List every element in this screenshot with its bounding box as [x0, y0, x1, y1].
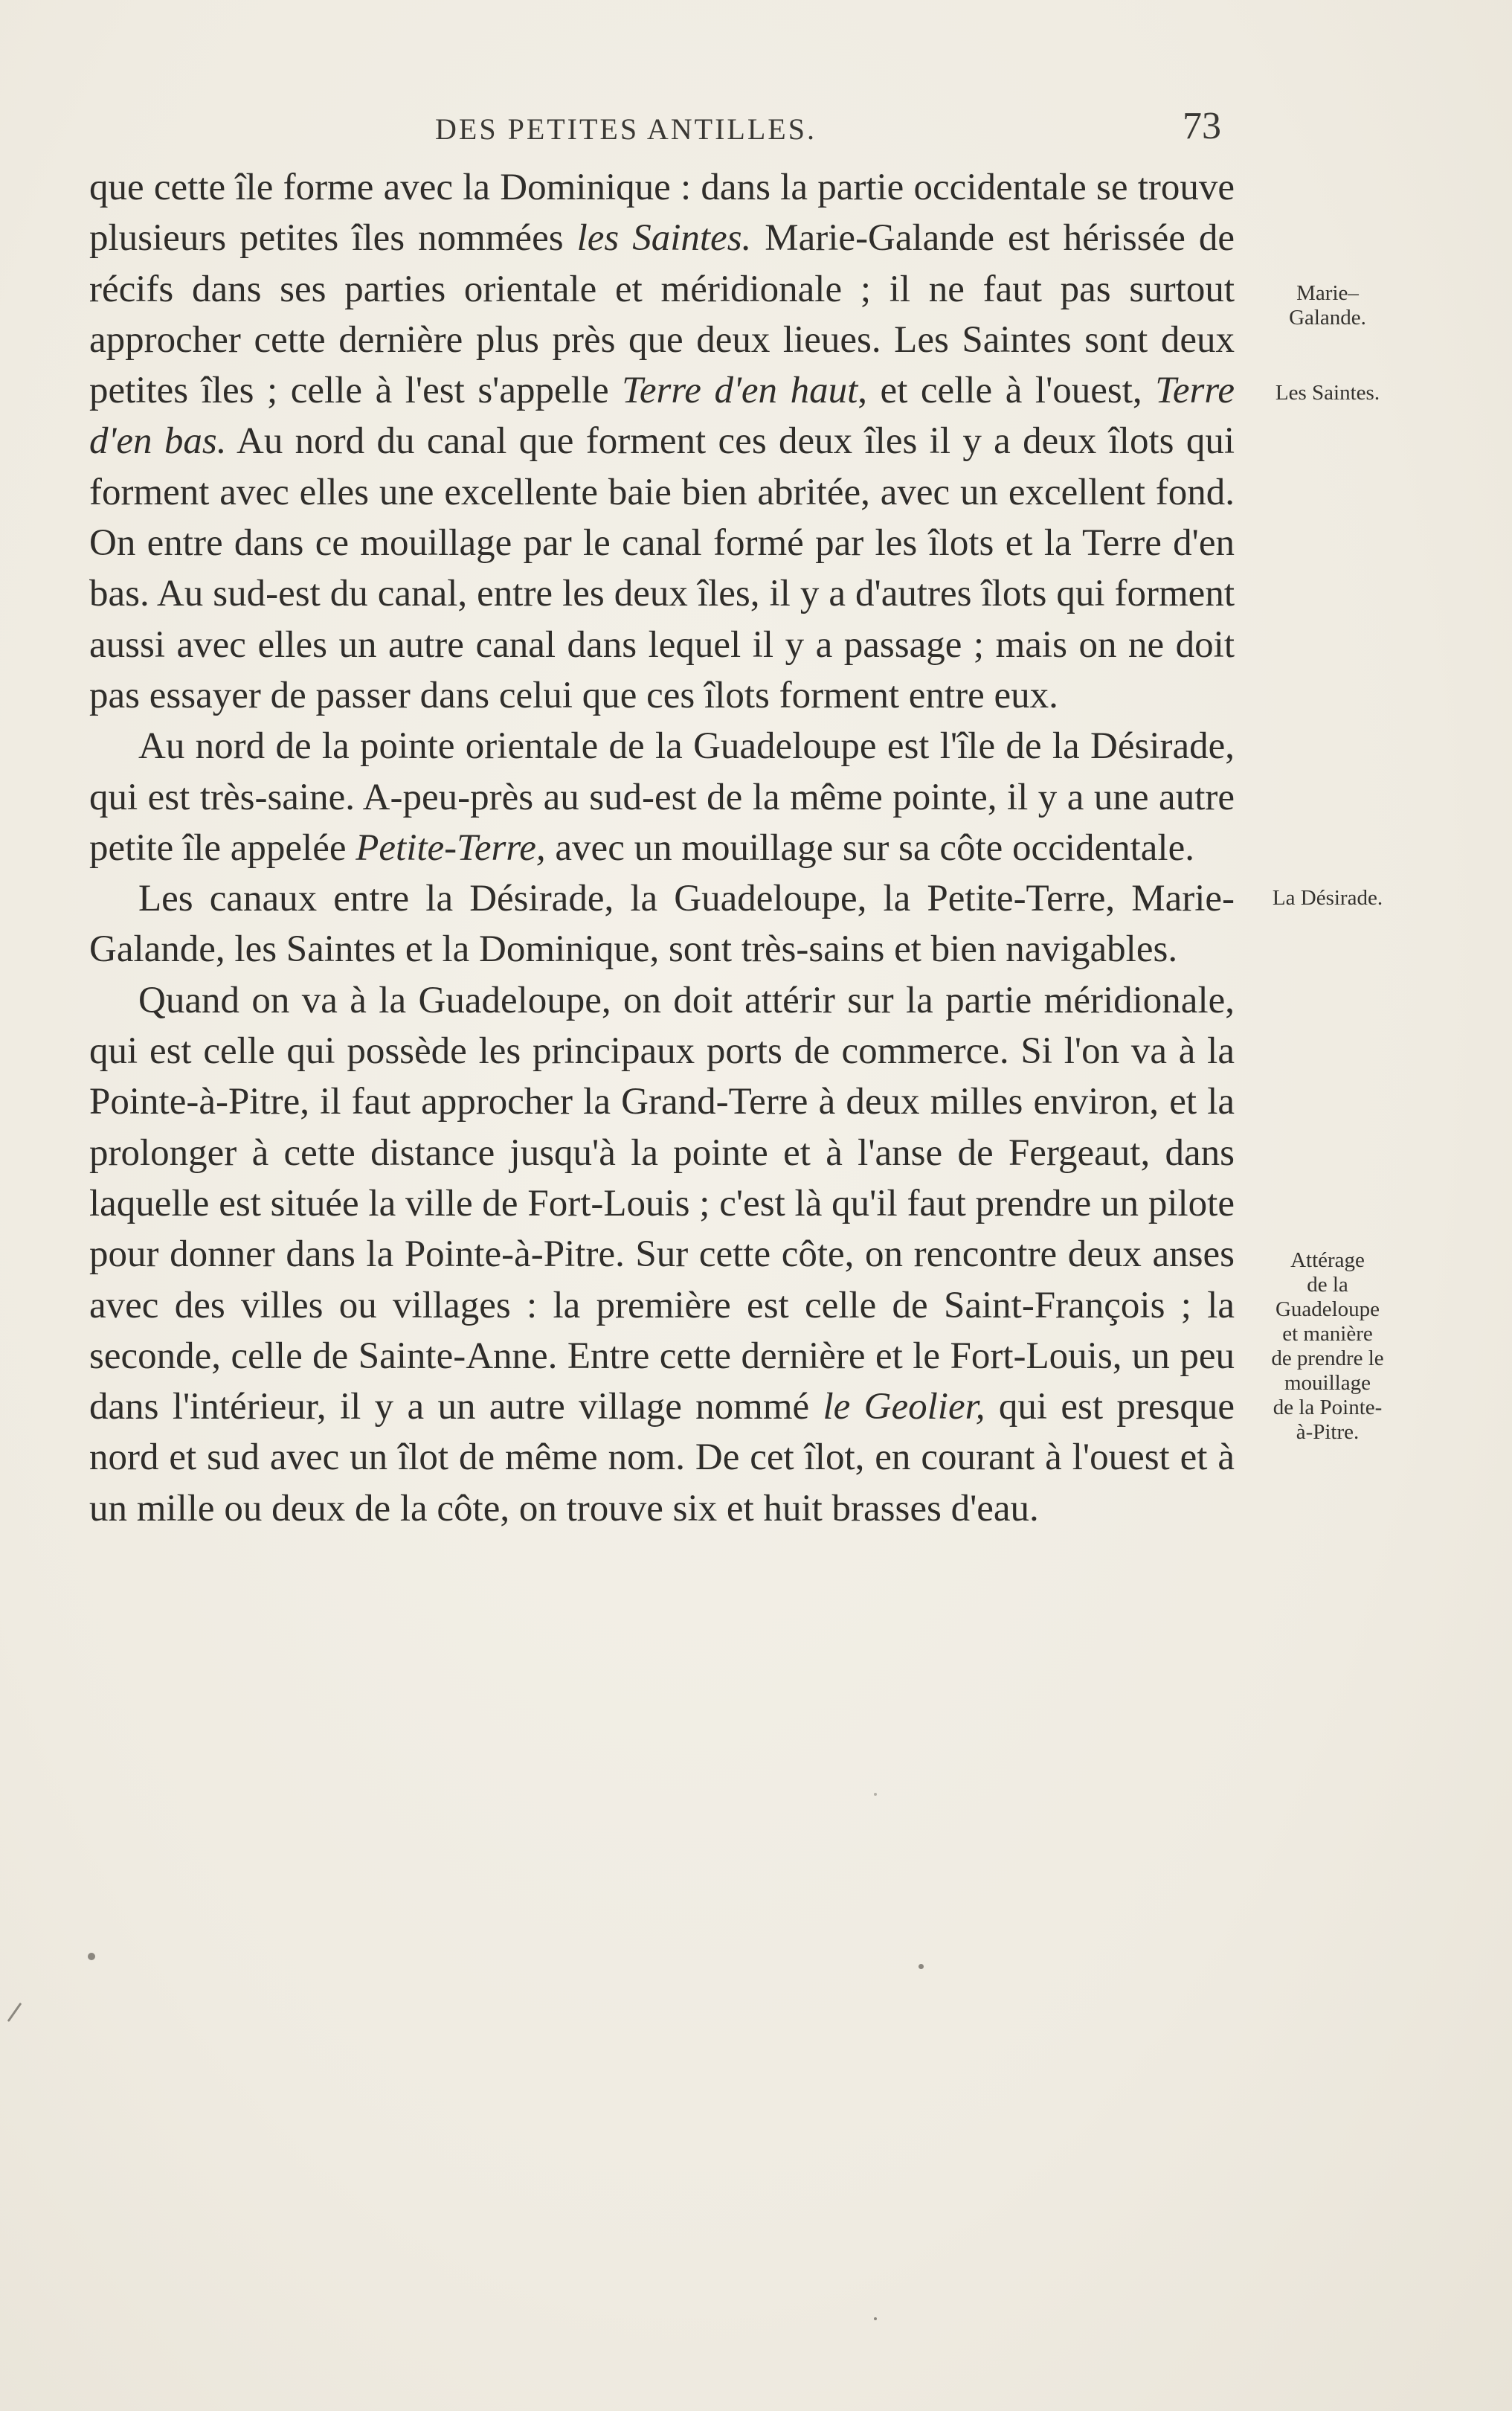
paragraph-1: que cette île forme avec la Dominique : dans la partie occidentale se trouve plusieurs petites îles nommées les Saintes. Marie-Galande est hérissée de récifs dans ses parties orientale et méridionale ; il ne faut pas surtout approcher cette dernière plus près que deux lieues. Les Saintes sont deux petites îles ; celle à l'est s'appelle Terre d'en haut, et celle à l'ouest, Terre d'en bas. Au nord du canal que forment ces deux îles il y a deux îlots qui forment avec elles une excellente baie bien abritée, avec un excellent fond. On entre dans ce mouillage par le canal formé par les îlots et la Terre d'en bas. Au sud-est du canal, entre les deux îles, il y a d'autres îlots qui forment aussi avec elles un autre canal dans lequel il y a passage ; mais on ne doit pas essayer de passer dans celui que ces îlots forment entre eux.: [89, 167, 1235, 716]
paragraph-2: Au nord de la pointe orientale de la Guadeloupe est l'île de la Désirade, qui est très-saine. A-peu-près au sud-est de la même pointe, il y a une autre petite île appelée Petite-Terre, avec un mouillage sur sa côte occidentale.: [89, 725, 1235, 869]
paragraph-4: Quand on va à la Guadeloupe, on doit attérir sur la partie méridionale, qui est celle qui possède les principaux ports de commerce. Si l'on va à la Pointe-à-Pitre, il faut approcher la Grand-Terre à deux milles environ, et la prolonger à cette distance jusqu'à la pointe et à l'anse de Fergeaut, dans laquelle est située la ville de Fort-Louis ; c'est là qu'il faut prendre un pilote pour donner dans la Pointe-à-Pitre. Sur cette côte, on rencontre deux anses avec des villes ou villages : la première est celle de Saint-François ; la seconde, celle de Sainte-Anne. Entre cette dernière et le Fort-Louis, un peu dans l'intérieur, il y a un autre village nommé le Geolier, qui est presque nord et sud avec un îlot de même nom. De cet îlot, en courant à l'ouest et à un mille ou deux de la côte, on trouve six et huit brasses d'eau.: [89, 979, 1235, 1529]
italic-term: Terre d'en bas.: [89, 370, 1235, 463]
margin-note-marie-galande: Marie– Galande.: [1289, 281, 1366, 330]
paper-speck: [88, 1953, 95, 1960]
paper-speck: [874, 1793, 877, 1796]
paragraph-3: Les canaux entre la Désirade, la Guadeloupe, la Petite-Terre, Marie-Galande, les Saintes et la Dominique, sont très-sains et bien navigables.: [89, 878, 1235, 971]
paper-speck: [874, 2317, 877, 2320]
italic-term: le Geolier,: [823, 1386, 985, 1428]
margin-note-les-saintes: Les Saintes.: [1275, 381, 1380, 405]
italic-term: Petite-Terre,: [356, 826, 546, 869]
italic-term: les Saintes.: [576, 217, 752, 260]
italic-term: Terre d'en haut: [622, 370, 858, 412]
margin-note-la-desirade: La Désirade.: [1272, 886, 1383, 910]
paper-speck: [919, 1964, 924, 1969]
paper-speck: [7, 2003, 22, 2022]
main-text: [89, 162, 1235, 1534]
margin-note-atterage: Attérage de la Guadeloupe et manière de prendre le mouillage de la Pointe- à-Pitre.: [1271, 1248, 1384, 1444]
running-title: DES PETITES ANTILLES.: [435, 112, 817, 146]
page-number: 73: [1183, 105, 1221, 147]
